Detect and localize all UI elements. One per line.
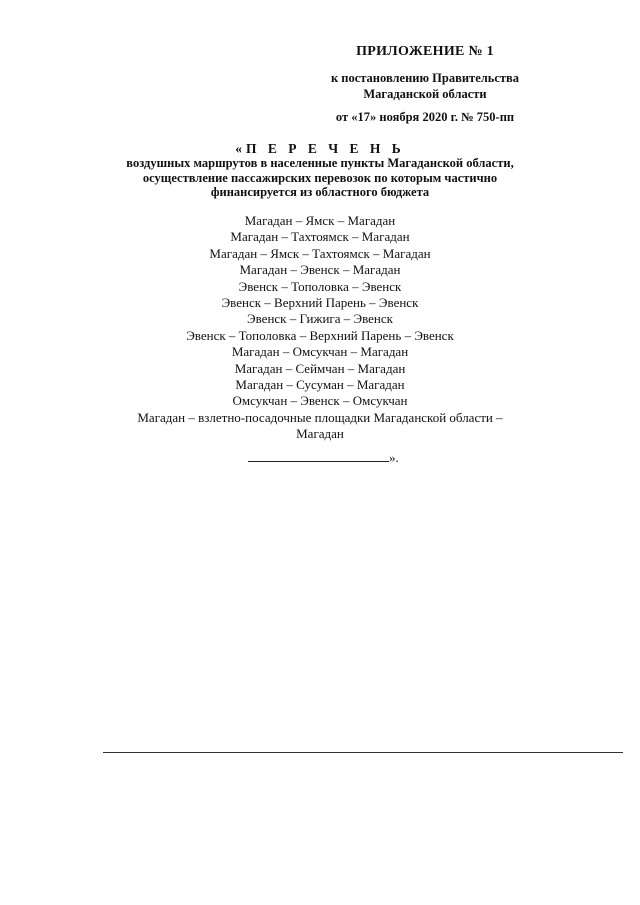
list-title: «П Е Р Е Ч Е Н Ь (235, 141, 405, 156)
route-item: Магадан – Сеймчан – Магадан (234, 360, 406, 376)
route-item: Эвенск – Верхний Парень – Эвенск (221, 295, 419, 311)
subtitle-line: воздушных маршрутов в населенные пункты Магаданской области, (126, 156, 514, 170)
decree-date: от «17» ноября 2020 г. № 750-пп (335, 110, 515, 124)
closing-quote: ». (389, 450, 399, 465)
subtitle-line: финансируется из областного бюджета (210, 185, 430, 199)
route-item: Магадан – Ямск – Магадан (244, 213, 396, 228)
closing-underline (248, 448, 389, 462)
list-subtitle (60, 156, 580, 200)
route-item: Магадан – Тахтоямск – Магадан (230, 229, 410, 245)
route-item: Магадан – Ямск – Тахтоямск – Магадан (209, 245, 431, 261)
route-list (0, 213, 640, 443)
appendix-title: ПРИЛОЖЕНИЕ № 1 (356, 44, 494, 59)
route-item: Магадан – Омсукчан – Магадан (231, 344, 409, 360)
route-item: Эвенск – Тополовка – Эвенск (238, 278, 402, 294)
route-item: Магадан – Сусуман – Магадан (235, 377, 405, 393)
route-item: Магадан (296, 426, 344, 442)
list-closing (248, 448, 399, 466)
appendix-header (300, 44, 550, 125)
region-name-line: Магаданской области (363, 87, 487, 101)
route-item: Магадан – взлетно-посадочные площадки Магаданской области – (137, 409, 503, 425)
decree-reference-line: к постановлению Правительства (330, 71, 520, 85)
page-divider (103, 752, 623, 753)
route-item: Омсукчан – Эвенск – Омсукчан (232, 393, 408, 409)
route-item: Эвенск – Тополовка – Верхний Парень – Эвенск (186, 327, 454, 343)
subtitle-line: осуществление пассажирских перевозок по которым частично (142, 170, 498, 185)
route-item: Эвенск – Гижига – Эвенск (247, 311, 393, 327)
route-item: Магадан – Эвенск – Магадан (239, 262, 401, 278)
